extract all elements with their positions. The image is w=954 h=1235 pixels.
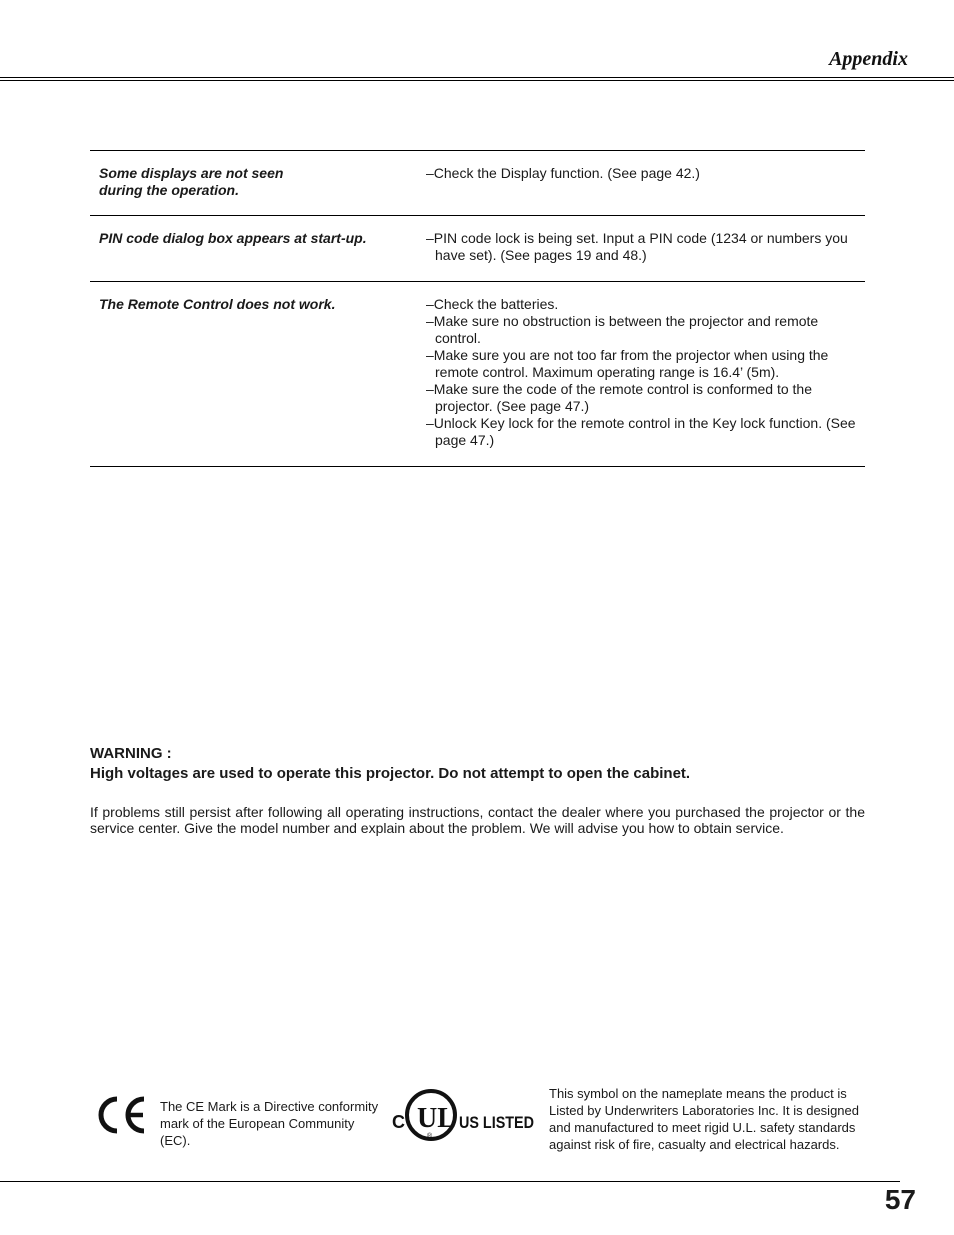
problem-cell: The Remote Control does not work.: [99, 296, 336, 312]
remedy-cell: [426, 216, 858, 264]
warning-text: High voltages are used to operate this projector. Do not attempt to open the cabinet.: [90, 765, 691, 782]
ul-logo-c: C: [392, 1112, 405, 1132]
page-number: 57: [884, 1184, 916, 1215]
remedy-line: –Make sure the code of the remote control is conformed to the projector. (See page 47.): [426, 381, 812, 414]
table-row: [90, 151, 865, 216]
ul-listed-logo-icon: [391, 1086, 536, 1144]
remedy-cell: [426, 282, 858, 449]
footer-rule: [0, 1181, 900, 1182]
header-rule-bottom: [0, 80, 954, 81]
remedy-cell: [426, 151, 858, 182]
remedy-line: –PIN code lock is being set. Input a PIN code (1234 or numbers you have set). (See pages 19 and 48.): [426, 230, 848, 263]
ce-mark-description: The CE Mark is a Directive conformity mark of the European Community (EC).: [160, 1099, 379, 1148]
remedy-line: –Make sure no obstruction is between the projector and remote control.: [426, 313, 819, 346]
section-title: Appendix: [829, 48, 908, 70]
ce-mark-icon: [95, 1095, 147, 1135]
service-advice-paragraph: If problems still persist after following all operating instructions, contact the dealer where you purchased the projector or the service center. Give the model number and explain about the problem. We will advise you how to obtain service.: [90, 804, 865, 836]
remedy-line: –Make sure you are not too far from the projector when using the remote control. Maximum operating range is 16.4’ (5m).: [426, 347, 829, 380]
ul-logo-registered: ®: [427, 1133, 433, 1140]
remedy-line: –Check the batteries.: [426, 296, 559, 312]
remedy-line: –Check the Display function. (See page 42.): [426, 165, 700, 181]
warning-block: [90, 744, 865, 784]
table-row: [90, 282, 865, 467]
problem-cell: Some displays are not seen during the operation.: [99, 165, 284, 198]
warning-heading: WARNING :: [90, 745, 172, 762]
header-rule-top: [0, 77, 954, 78]
ul-listed-description: This symbol on the nameplate means the product is Listed by Underwriters Laboratories Inc. It is designed and manufactured to meet rigid U.L. safety standards against risk of fire, casualty and electrical hazards.: [549, 1086, 859, 1152]
problem-cell: PIN code dialog box appears at start-up.: [99, 230, 367, 246]
table-row: [90, 216, 865, 282]
ul-logo-ul: UL: [417, 1103, 456, 1134]
ul-logo-listed: US LISTED: [459, 1113, 534, 1132]
troubleshooting-table: [90, 150, 865, 467]
remedy-line: –Unlock Key lock for the remote control in the Key lock function. (See page 47.): [426, 415, 856, 448]
